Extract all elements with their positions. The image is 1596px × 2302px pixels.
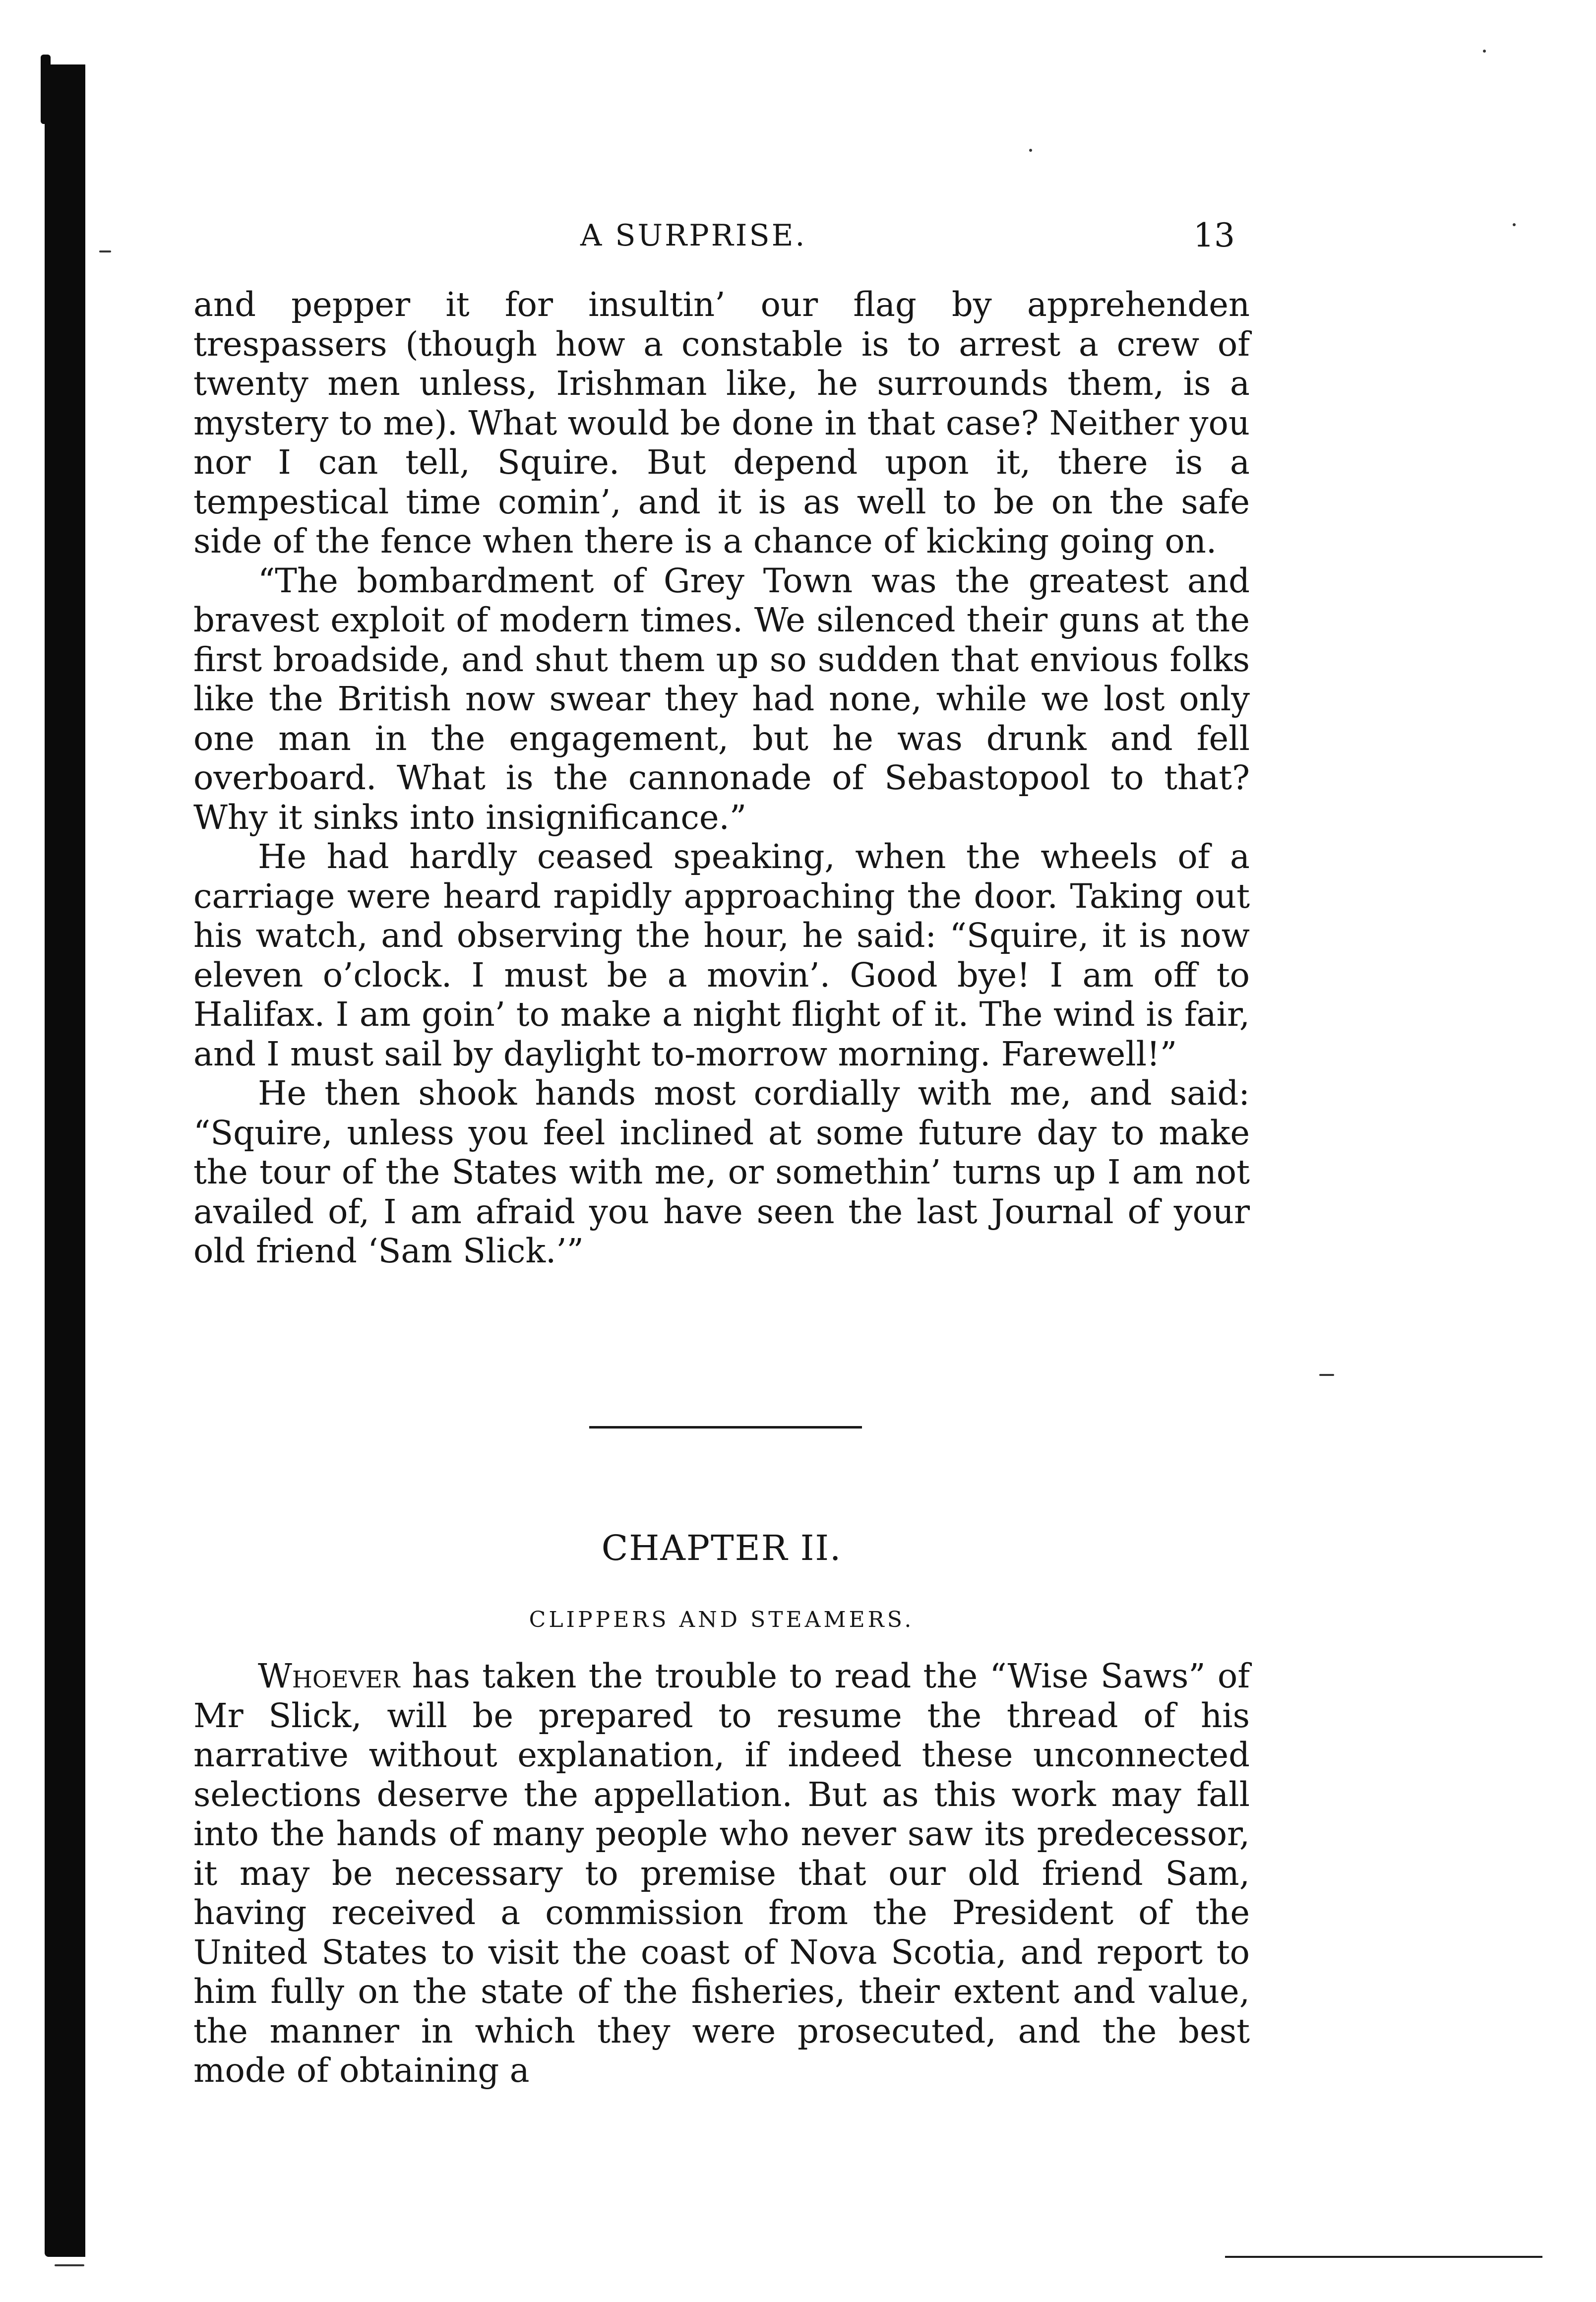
- chapter-title: CHAPTER II.: [601, 1528, 842, 1568]
- top-text-block: [193, 285, 1250, 1271]
- running-head: A SURPRISE.: [580, 218, 807, 253]
- opening-text: has taken the trouble to read the “Wise Saws” of Mr Slick, will be prepared to resume the thread of his narrative without explanation, if indeed these unconnected selections deserve the appellation. But as this work may fall into the hands of many people who never saw its predecessor, it may be necessary to premise that our old friend Sam, having received a commission from the President of the United States to visit the coast of Nova Scotia, and report to him fully on the state of the fisheries, their extent and value, the manner in which they were prosecuted, and the best mode of obtaining a: [193, 1657, 1250, 2090]
- scan-speck: [55, 2264, 84, 2266]
- chapter-text-block: [193, 1657, 1250, 2091]
- scan-speck: [1483, 50, 1486, 53]
- scan-speck: [1513, 223, 1516, 226]
- binding-shadow: [45, 64, 85, 2257]
- paragraph-carriage: He had hardly ceased speaking, when the wheels of a carriage were heard rapidly approaching the door. Taking out his watch, and observing the hour, he said: “Squire, it is now eleven o’clock. I must be a movin’. Good bye! I am off to Halifax. I am goin’ to make a night flight of it. The wind is fair, and I must sail by daylight to-morrow morning. Farewell!”: [193, 837, 1250, 1073]
- scan-speck: [99, 250, 111, 252]
- scan-speck: [1319, 1374, 1334, 1376]
- chapter-opening-paragraph: [193, 1657, 1250, 2091]
- page-number: 13: [1193, 216, 1235, 254]
- paragraph-bombardment: “The bombardment of Grey Town was the greatest and bravest exploit of modern times. We silenced their guns at the first broadside, and shut them up so sudden that envious folks like the British now swear they had none, while we lost only one man in the engagement, but he was drunk and fell overboard. What is the cannonade of Sebastopool to that? Why it sinks into insignificance.”: [193, 561, 1250, 837]
- chapter-subtitle: CLIPPERS AND STEAMERS.: [529, 1607, 915, 1632]
- scan-speck: [1029, 149, 1032, 152]
- opening-word: Whoever: [258, 1657, 400, 1695]
- paragraph-continuation: and pepper it for insultin’ our flag by apprehenden trespassers (though how a constable is to arrest a crew of twenty men unless, Irishman like, he surrounds them, is a mystery to me). What would be done in that case? Neither you nor I can tell, Squire. But depend upon it, there is a tempestical time comin’, and it is as well to be on the safe side of the fence when there is a chance of kicking going on.: [193, 285, 1250, 560]
- footer-rule: [1225, 2256, 1542, 2258]
- section-separator-rule: [589, 1426, 862, 1429]
- paragraph-farewell: He then shook hands most cordially with me, and said: “Squire, unless you feel inclined at some future day to make the tour of the States with me, or somethin’ turns up I am not availed of, I am afraid you have seen the last Journal of your old friend ‘Sam Slick.’”: [193, 1074, 1250, 1270]
- page-header: [193, 213, 1235, 258]
